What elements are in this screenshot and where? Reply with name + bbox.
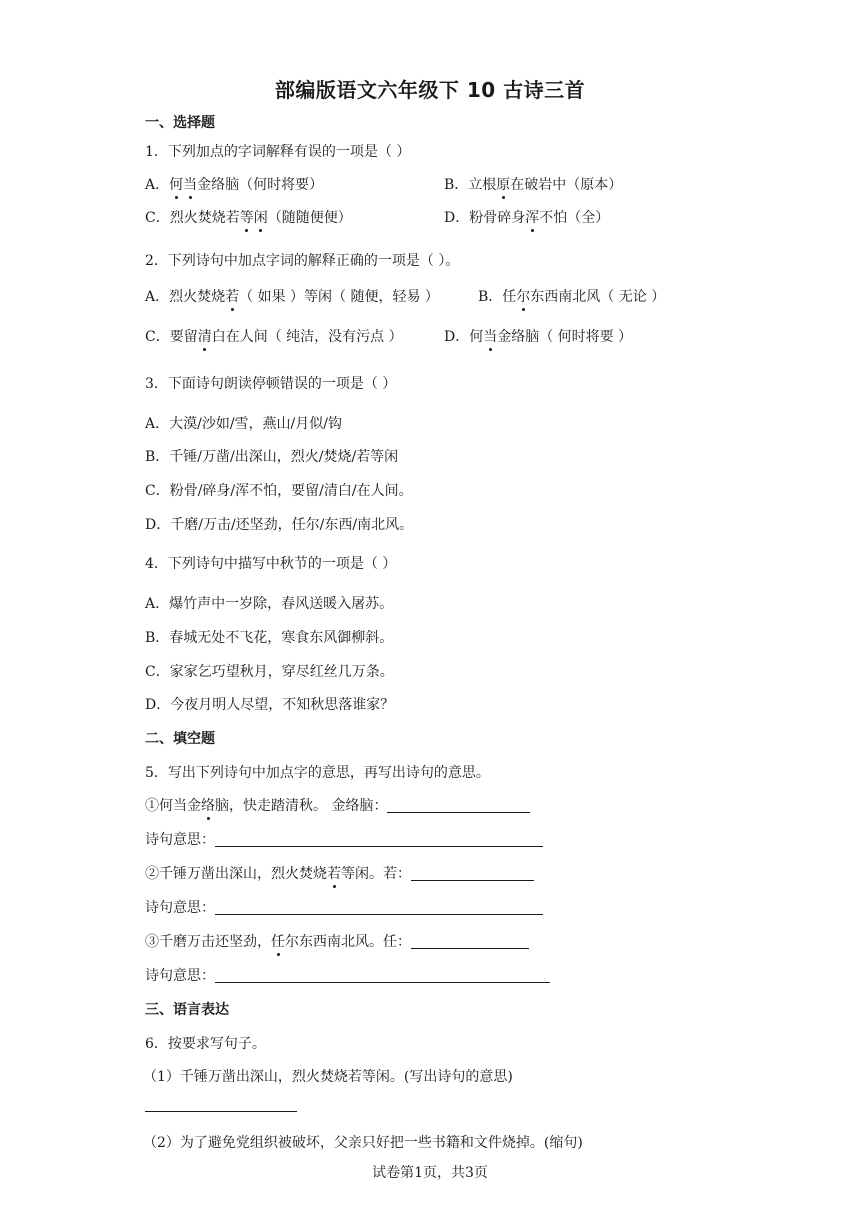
- page-title: 部编版语文六年级下 10 古诗三首: [274, 78, 586, 102]
- question-4-option-d: D．今夜月明人尽望，不知秋思落谁家？: [145, 697, 395, 713]
- emphasis-dot-char: 闲: [254, 207, 268, 227]
- question-3-option-a: A．大漠/沙如/雪，燕山/月似/钩: [145, 416, 342, 432]
- answer-blank[interactable]: [215, 968, 550, 983]
- emphasis-dot-char: 等: [240, 207, 254, 227]
- answer-blank[interactable]: [411, 934, 529, 949]
- section-heading-choice: 一、选择题: [145, 115, 215, 131]
- question-2-option-c: C．要留清白在人间（ 纯洁，没有污点 ）: [145, 326, 403, 346]
- question-5-meaning-3: 诗句意思：: [145, 965, 550, 985]
- question-2-option-d: D．何当金络脑（ 何时将要 ）: [444, 326, 632, 346]
- answer-blank[interactable]: [215, 832, 543, 847]
- question-6-part-2: （2）为了避免党组织被破坏，父亲只好把一些书籍和文件烧掉。(缩句): [143, 1135, 583, 1151]
- question-4-stem: 4．下列诗句中描写中秋节的一项是（ ）: [145, 556, 397, 572]
- answer-blank[interactable]: [387, 798, 530, 813]
- question-4-option-b: B．春城无处不飞花，寒食东风御柳斜。: [145, 630, 394, 646]
- question-5-item-2: ②千锤万凿出深山，烈火焚烧若等闲。若：: [145, 863, 534, 883]
- question-2-option-a: A．烈火焚烧若（ 如果 ）等闲（ 随便，轻易 ）: [145, 286, 439, 306]
- question-5-meaning-2: 诗句意思：: [145, 897, 543, 917]
- emphasis-dot-char: 若: [225, 286, 239, 306]
- question-3-option-b: B．千锤/万凿/出深山，烈火/焚烧/若等闲: [145, 449, 399, 465]
- emphasis-dot-char: 何: [169, 174, 183, 194]
- question-3-option-c: C．粉骨/碎身/浑不怕，要留/清白/在人间。: [145, 483, 413, 499]
- emphasis-dot-char: 尔: [516, 286, 530, 306]
- question-1-option-b: B．立根原在破岩中（原本）: [444, 174, 622, 194]
- answer-blank[interactable]: [215, 900, 543, 915]
- emphasis-dot-char: 金络脑: [187, 795, 229, 815]
- emphasis-dot-char: 当: [183, 174, 197, 194]
- question-1-stem: 1．下列加点的字词解释有误的一项是（ ）: [145, 144, 411, 160]
- question-5-item-1: ①何当金络脑，快走踏清秋。 金络脑：: [145, 795, 530, 815]
- answer-line[interactable]: [145, 1111, 297, 1112]
- emphasis-dot-char: 浑: [525, 207, 539, 227]
- question-4-option-a: A．爆竹声中一岁除，春风送暖入屠苏。: [145, 596, 394, 612]
- emphasis-dot-char: 若: [327, 863, 341, 883]
- question-5-item-3: ③千磨万击还坚劲，任尔东西南北风。任：: [145, 931, 529, 951]
- page-footer: 试卷第1页，共3页: [372, 1165, 488, 1181]
- section-heading-expression: 三、语言表达: [145, 1002, 229, 1018]
- section-heading-fill: 二、填空题: [145, 731, 215, 747]
- question-6-part-1: （1）千锤万凿出深山，烈火焚烧若等闲。(写出诗句的意思): [143, 1069, 513, 1085]
- answer-blank[interactable]: [411, 866, 534, 881]
- question-5-meaning-1: 诗句意思：: [145, 829, 543, 849]
- question-6-stem: 6．按要求写句子。: [145, 1036, 266, 1052]
- question-2-option-b: B．任尔东西南北风（ 无论 ）: [478, 286, 665, 306]
- emphasis-dot-char: 任: [271, 931, 285, 951]
- question-3-stem: 3．下面诗句朗读停顿错误的一项是（ ）: [145, 376, 397, 392]
- emphasis-dot-char: 清: [198, 326, 212, 346]
- question-4-option-c: C．家家乞巧望秋月，穿尽红丝几万条。: [145, 664, 394, 680]
- question-3-option-d: D．千磨/万击/还坚劲，任尔/东西/南北风。: [145, 517, 414, 533]
- question-1-option-c: C．烈火焚烧若等闲（随随便便）: [145, 207, 352, 227]
- emphasis-dot-char: 当: [483, 326, 497, 346]
- question-5-stem: 5．写出下列诗句中加点字的意思，再写出诗句的意思。: [145, 765, 490, 781]
- question-2-stem: 2．下列诗句中加点字词的解释正确的一项是（ ）。: [145, 253, 460, 269]
- question-1-option-a: A．何当金络脑（何时将要）: [145, 174, 323, 194]
- emphasis-dot-char: 原: [496, 174, 510, 194]
- question-1-option-d: D．粉骨碎身浑不怕（全）: [444, 207, 609, 227]
